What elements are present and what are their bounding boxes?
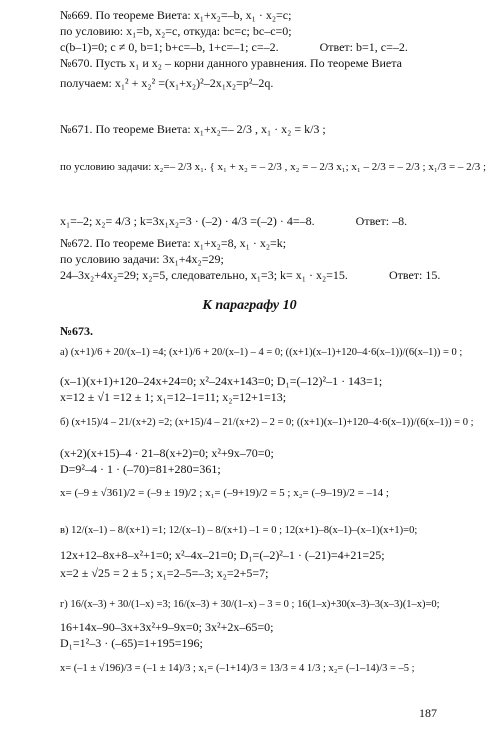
text-line: №671. По теореме Виета: x₁+x₂=– 2/3 , x₁ · x₂ = k/3 ;: [60, 122, 326, 136]
text-line: (x–1)(x+1)+120–24x+24=0; x²–24x+143=0; D₁=(–12)²–1 · 143=1;: [60, 374, 383, 388]
text-line: x= (–1 ± √196)/3 = (–1 ± 14)/3 ; x₁= (–1+14)/3 = 13/3 = 4 1/3 ; x₂= (–1–14)/3 = –5 ;: [60, 663, 415, 674]
text-line: по условию задачи: 3x₁+4x₂=29;: [60, 252, 224, 266]
text-line: г) 16/(x–3) + 30/(1–x) =3; 16/(x–3) + 30/(1–x) – 3 = 0 ; 16(1–x)+30(x–3)–3(x–3)(1–x)=0;: [60, 599, 440, 610]
text-line: по условию задачи: x₂=– 2/3 x₁. { x₁ + x₂ = – 2/3 , x₂ = – 2/3 x₁; x₁ – 2/3 = – 2/3 ; x₁/3 = – 2/3 ;: [60, 161, 487, 173]
text-line: x= (–9 ± √361)/2 = (–9 ± 19)/2 ; x₁= (–9+19)/2 = 5 ; x₂= (–9–19)/2 = –14 ;: [60, 487, 389, 499]
text-line: в) 12/(x–1) – 8/(x+1) =1; 12/(x–1) – 8/(x+1) –1 = 0 ; 12(x+1)–8(x–1)–(x–1)(x+1)=0;: [60, 525, 418, 536]
text-line: (x+2)(x+15)–4 · 21–8(x+2)=0; x²+9x–70=0;: [60, 446, 274, 460]
text-line: а) (x+1)/6 + 20/(x–1) =4; (x+1)/6 + 20/(x–1) – 4 = 0; ((x+1)(x–1)+120–4·6(x–1))/(6(x–1)) = 0 ;: [60, 347, 463, 358]
text-line: №669. По теореме Виета: x₁+x₂=–b, x₁ · x₂=c;: [60, 8, 292, 22]
text-line: по условию: x₁=b, x₂=c, откуда: bc=c; bc–c=0;: [60, 24, 292, 38]
text-line: получаем: x₁² + x₂² =(x₁+x₂)²–2x₁x₂=p²–2q.: [60, 76, 274, 90]
text-line: №670. Пусть x₁ и x₂ – корни данного уравнения. По теореме Виета: [60, 56, 402, 70]
text-line: [60, 40, 487, 54]
problem-number: №673.: [60, 324, 94, 338]
text-line: [60, 268, 487, 282]
text-line: 16+14x–90–3x+3x²+9–9x=0; 3x²+2x–65=0;: [60, 620, 274, 634]
text-line: x=2 ± √25 = 2 ± 5 ; x₁=2–5=–3; x₂=2+5=7;: [60, 566, 269, 580]
page-number: 187: [419, 706, 437, 720]
text-span: x₁=–2; x₂= 4/3 ; k=3x₁x₂=3 · (–2) · 4/3 =(–2) · 4=–8.: [60, 214, 315, 228]
text-line: D=9²–4 · 1 · (–70)=81+280=361;: [60, 462, 221, 476]
text-line: [60, 214, 487, 228]
text-line: 12x+12–8x+8–x²+1=0; x²–4x–21=0; D₁=(–2)²–1 · (–21)=4+21=25;: [60, 548, 385, 562]
answer: Ответ: 15.: [388, 268, 441, 282]
answer: Ответ: b=1, c=–2.: [319, 40, 408, 54]
text-line: №672. По теореме Виета: x₁+x₂=8, x₁ · x₂=k;: [60, 236, 287, 250]
text-line: D₁=1²–3 · (–65)=1+195=196;: [60, 636, 203, 650]
text-line: б) (x+15)/4 – 21/(x+2) =2; (x+15)/4 – 21/(x+2) – 2 = 0; ((x+1)(x–1)+120–4·6(x–1))/(6(x–1)) = 0 ;: [60, 417, 474, 428]
section-title: К параграфу 10: [202, 298, 297, 313]
text-span: 24–3x₂+4x₂=29; x₂=5, следовательно, x₁=3; k= x₁ · x₂=15.: [60, 268, 348, 282]
answer: Ответ: –8.: [355, 214, 408, 228]
text-line: x=12 ± √1 =12 ± 1; x₁=12–1=11; x₂=12+1=13;: [60, 390, 287, 404]
text-span: c(b–1)=0; c ≠ 0, b=1; b+c=–b, 1+c=–1; c=–2.: [60, 40, 279, 54]
